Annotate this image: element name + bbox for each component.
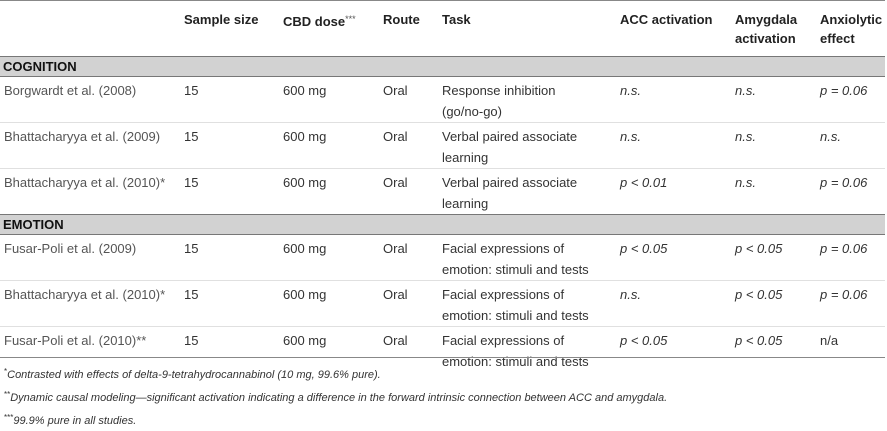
- header-anxiolytic-line1: Anxiolytic: [820, 12, 883, 27]
- amygdala-activation-cell: p < 0.05: [735, 333, 783, 348]
- header-amygdala-activation: [735, 1, 820, 57]
- task-line2: (go/no-go): [442, 104, 502, 119]
- table-row: [0, 169, 885, 215]
- route-cell: Oral: [383, 333, 408, 348]
- task-line1: Response inhibition: [442, 83, 556, 98]
- task-line1: Facial expressions of: [442, 333, 565, 348]
- table-row: [0, 77, 885, 123]
- anxiolytic-effect-cell: p = 0.06: [820, 241, 868, 256]
- footnote-text: 99.9% pure in all studies.: [13, 415, 137, 427]
- amygdala-activation-cell: p < 0.05: [735, 241, 783, 256]
- sample-size-cell: 15: [184, 333, 199, 348]
- header-cbd-dose: [283, 1, 383, 57]
- task-line2: learning: [442, 196, 489, 211]
- cbd-dose-cell: 600 mg: [283, 175, 327, 190]
- header-acc-activation: ACC activation: [620, 12, 713, 27]
- sample-size-cell: 15: [184, 241, 199, 256]
- header-study: [0, 1, 184, 57]
- header-row: [0, 1, 885, 57]
- anxiolytic-effect-cell: p = 0.06: [820, 287, 868, 302]
- amygdala-activation-cell: n.s.: [735, 83, 756, 98]
- header-sample-size: Sample size: [184, 12, 259, 27]
- amygdala-activation-cell: n.s.: [735, 175, 756, 190]
- footnote-mark: **: [4, 390, 11, 399]
- header-amygdala-line1: Amygdala: [735, 12, 798, 27]
- table-row: [0, 281, 885, 327]
- task-line2: emotion: stimuli and tests: [442, 354, 589, 369]
- cbd-dose-cell: 600 mg: [283, 129, 327, 144]
- footnotes: [4, 362, 667, 431]
- header-task: Task: [442, 12, 471, 27]
- cbd-dose-cell: 600 mg: [283, 83, 327, 98]
- footnote-text: Contrasted with effects of delta-9-tetrahydrocannabinol (10 mg, 99.6% pure).: [7, 369, 381, 381]
- route-cell: Oral: [383, 83, 408, 98]
- task-cell: [442, 281, 620, 327]
- cbd-dose-cell: 600 mg: [283, 241, 327, 256]
- study-cell: Borgwardt et al. (2008): [4, 83, 137, 98]
- task-line1: Facial expressions of: [442, 241, 565, 256]
- route-cell: Oral: [383, 287, 408, 302]
- table-row: [0, 123, 885, 169]
- study-cell: Bhattacharyya et al. (2010)*: [4, 287, 166, 302]
- sample-size-cell: 15: [184, 129, 199, 144]
- header-anxiolytic-effect: [820, 1, 885, 57]
- table-row: [0, 235, 885, 281]
- study-cell: Bhattacharyya et al. (2010)*: [4, 175, 166, 190]
- acc-activation-cell: n.s.: [620, 287, 641, 302]
- anxiolytic-effect-cell: n.s.: [820, 129, 841, 144]
- amygdala-activation-cell: n.s.: [735, 129, 756, 144]
- route-cell: Oral: [383, 129, 408, 144]
- table-bottom-rule: [0, 357, 885, 358]
- task-line2: learning: [442, 150, 489, 165]
- task-cell: [442, 169, 620, 215]
- acc-activation-cell: p < 0.01: [620, 175, 668, 190]
- table-body: [0, 57, 885, 373]
- acc-activation-cell: n.s.: [620, 83, 641, 98]
- footnote: [4, 362, 667, 385]
- anxiolytic-effect-cell: n/a: [820, 333, 839, 348]
- cbd-dose-cell: 600 mg: [283, 287, 327, 302]
- route-cell: Oral: [383, 241, 408, 256]
- anxiolytic-effect-cell: p = 0.06: [820, 175, 868, 190]
- footnote: [4, 385, 667, 408]
- task-cell: [442, 77, 620, 123]
- task-line1: Facial expressions of: [442, 287, 565, 302]
- cbd-dose-cell: 600 mg: [283, 333, 327, 348]
- task-cell: [442, 123, 620, 169]
- task-line2: emotion: stimuli and tests: [442, 308, 589, 323]
- sample-size-cell: 15: [184, 175, 199, 190]
- section-label: EMOTION: [3, 217, 64, 232]
- section-row: [0, 215, 885, 235]
- sample-size-cell: 15: [184, 287, 199, 302]
- task-cell: [442, 235, 620, 281]
- header-amygdala-line2: activation: [735, 31, 796, 46]
- footnote-mark: *: [4, 367, 8, 376]
- header-cbd-dose-mark: ***: [345, 14, 356, 24]
- header-anxiolytic-line2: effect: [820, 31, 855, 46]
- amygdala-activation-cell: p < 0.05: [735, 287, 783, 302]
- task-line1: Verbal paired associate: [442, 129, 578, 144]
- route-cell: Oral: [383, 175, 408, 190]
- header-route: Route: [383, 12, 420, 27]
- study-cell: Bhattacharyya et al. (2009): [4, 129, 161, 144]
- footnote-text: Dynamic causal modeling—significant activation indicating a difference in the forward intrinsic connection between ACC and amygdala.: [10, 392, 668, 404]
- task-line1: Verbal paired associate: [442, 175, 578, 190]
- section-row: [0, 57, 885, 77]
- header-cbd-dose-label: CBD dose: [283, 14, 346, 29]
- section-label: COGNITION: [3, 59, 77, 74]
- acc-activation-cell: p < 0.05: [620, 241, 668, 256]
- sample-size-cell: 15: [184, 83, 199, 98]
- task-line2: emotion: stimuli and tests: [442, 262, 589, 277]
- footnote-mark: ***: [4, 413, 14, 422]
- study-cell: Fusar-Poli et al. (2010)**: [4, 333, 147, 348]
- anxiolytic-effect-cell: p = 0.06: [820, 83, 868, 98]
- acc-activation-cell: p < 0.05: [620, 333, 668, 348]
- study-cell: Fusar-Poli et al. (2009): [4, 241, 137, 256]
- acc-activation-cell: n.s.: [620, 129, 641, 144]
